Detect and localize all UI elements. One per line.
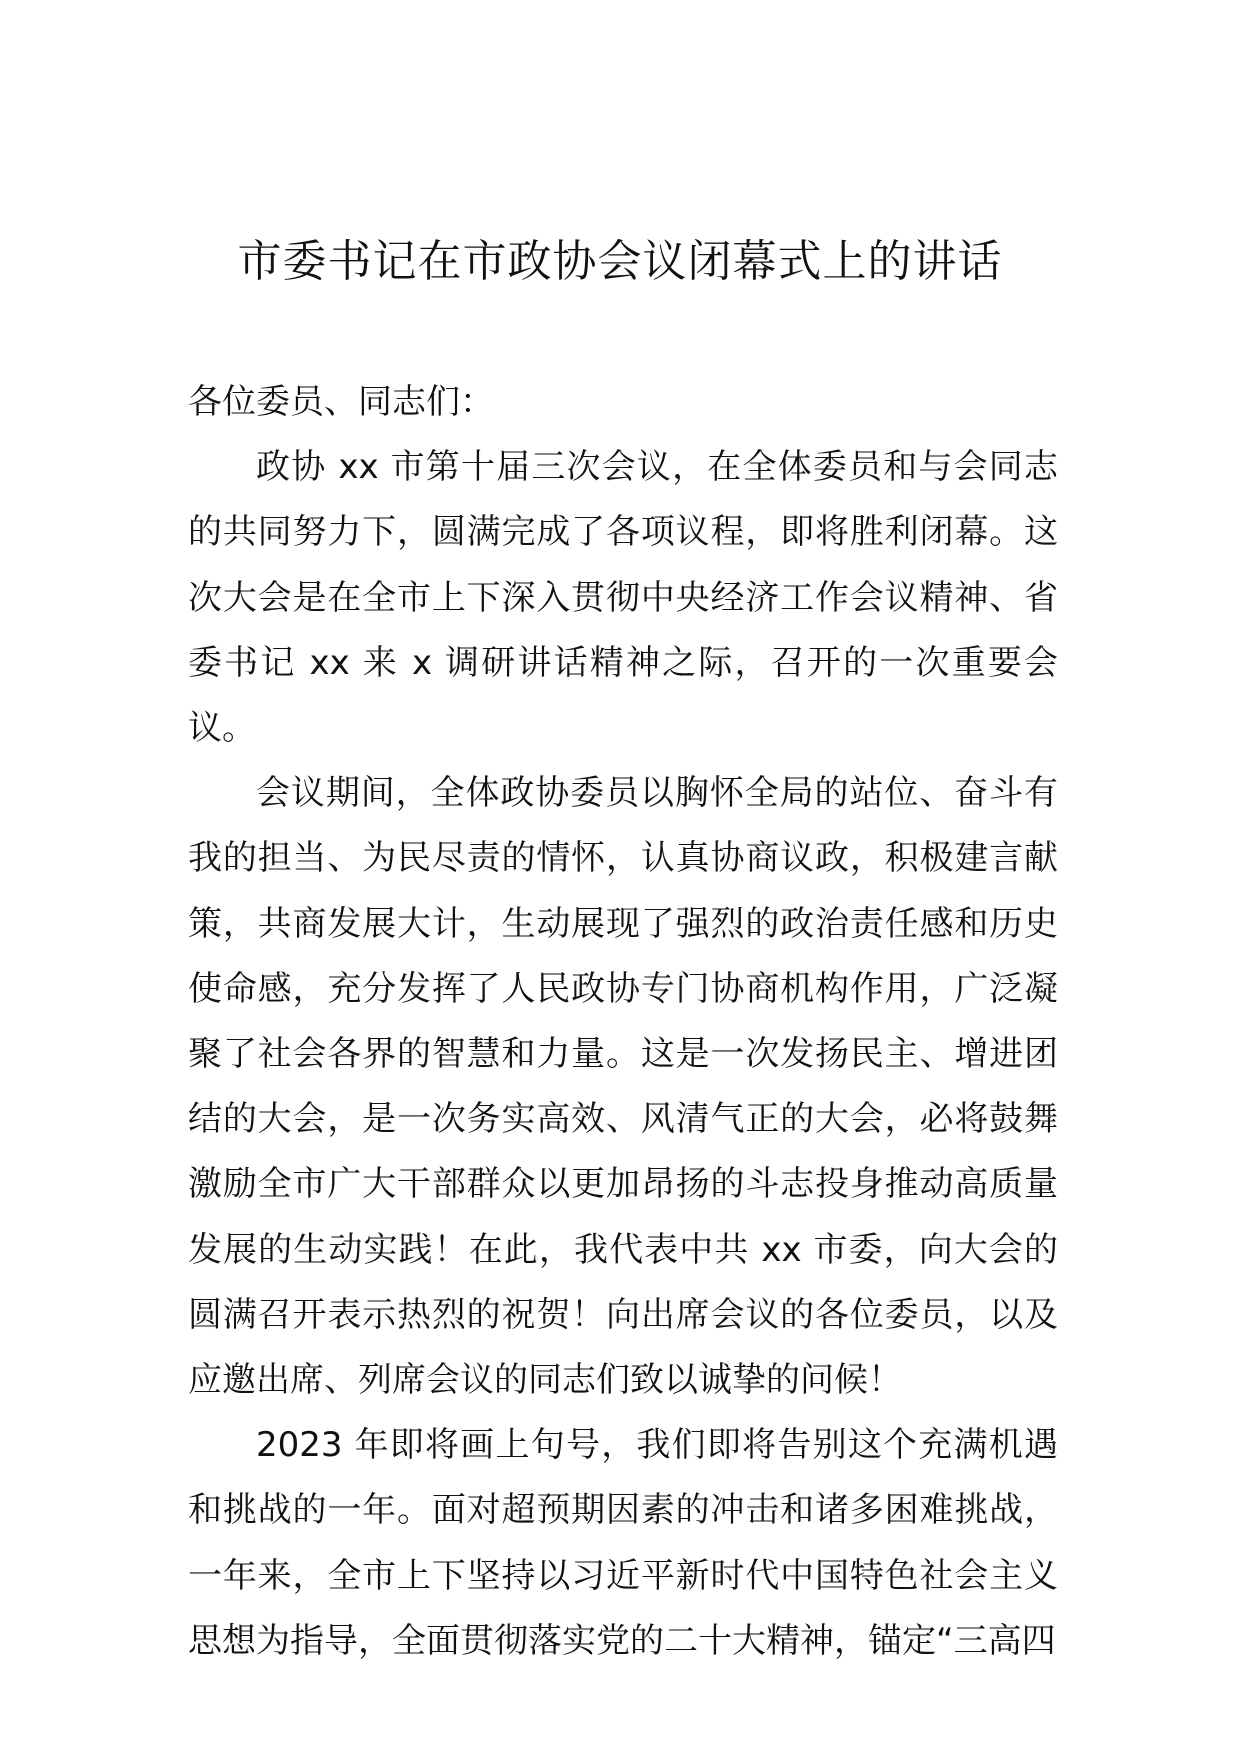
salutation: 各位委员、同志们： — [188, 382, 494, 422]
paragraph-1: 政协 xx 市第十届三次会议，在全体委员和与会同志的共同努力下，圆满完成了各项议程，即将胜利闭幕。这次大会是在全市上下深入贯彻中央经济工作会议精神、省委书记 xx 来 x 调研讲话精神之际，召开的一次重要会议。 — [188, 447, 1058, 749]
paragraph-2: 会议期间，全体政协委员以胸怀全局的站位、奋斗有我的担当、为民尽责的情怀，认真协商议政，积极建言献策，共商发展大计，生动展现了强烈的政治责任感和历史使命感，充分发挥了人民政协专门协商机构作用，广泛凝聚了社会各界的智慧和力量。这是一次发扬民主、增进团结的大会，是一次务实高效、风清气正的大会，必将鼓舞激励全市广大干部群众以更加昂扬的斗志投身推动高质量发展的生动实践！在此，我代表中共 xx 市委，向大会的圆满召开表示热烈的祝贺！向出席会议的各位委员，以及应邀出席、列席会议的同志们致以诚挚的问候！ — [188, 773, 1058, 1401]
document-title: 市委书记在市政协会议闭幕式上的讲话 — [237, 236, 1003, 287]
paragraph-3: 2023 年即将画上句号，我们即将告别这个充满机遇和挑战的一年。面对超预期因素的冲击和诸多困难挑战，一年来，全市上下坚持以习近平新时代中国特色社会主义思想为指导，全面贯彻落实党的二十大精神，锚定“三高四 — [188, 1425, 1058, 1661]
document-body — [188, 370, 1058, 1674]
